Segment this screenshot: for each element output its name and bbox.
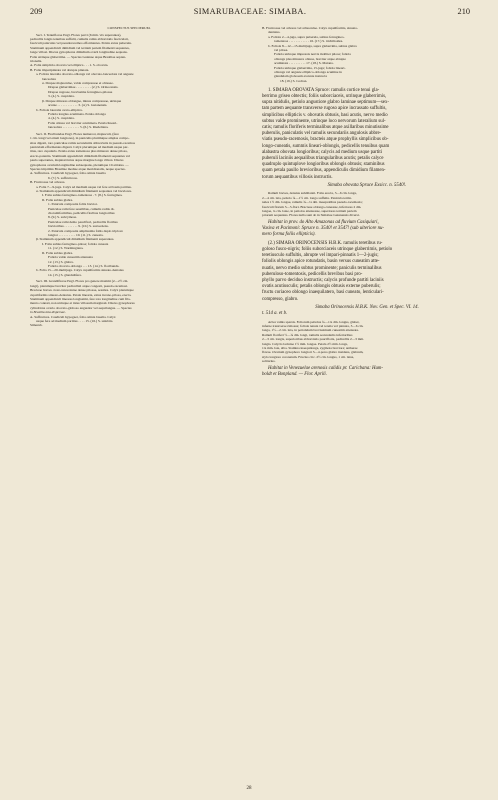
right-column-line: fructu coriaceo oblongo inaequilatero, basi cuneato, lenticulari-	[262, 290, 384, 296]
right-column-line: longis. Calycis laciniae 1½ mm. longae. Petala 2½ mm. longa,	[262, 341, 348, 346]
left-column-line: 8. (9.) S. subcymosa.	[48, 215, 77, 220]
right-column-line: fasciculi florum 3—5-flori. Bracteae oblongo-cuneatae, inferiores 2 dm.	[262, 204, 362, 209]
left-column-line: lanceolata . . . . . . . . . . 5. (6.) S. Riedeliana.	[48, 125, 109, 130]
right-column-line: 18. (19.) S. Cedron.	[280, 78, 308, 83]
right-column-line: dentatus.	[268, 30, 281, 35]
left-column-line: Sect. III. Grandiflorae Engl. Flores pro genere maximi (2—2½ cm.	[36, 279, 129, 284]
left-column-line: paulo superantes, inspinati intus atque margine longe villosi. Discus	[30, 158, 124, 163]
right-column-line: Arbor ramis sparsis. Foliorum petiolus ¾—1¼ dm. longus, glaber,	[268, 319, 360, 324]
left-column-line: Drupae glaberrimae . . . . . . . . . (2.) S. Orinocensis.	[48, 85, 119, 90]
right-column-line: 2—3 cm. longis, superioribus abbreviatis paucifloris, pedicellis 2—3 mm.	[262, 337, 364, 342]
left-column-line: sitas digesti, raro paniculae ramis secundariis abbreviatis in pseudo-racemos	[30, 140, 135, 145]
footer-page-number: 28	[246, 786, 252, 791]
right-column-line: berrimo griseo obtectis; foliis suborciaceis, utrinque glaberrimis,	[262, 93, 387, 99]
right-column-line: t. 514 a. et b.	[262, 311, 288, 317]
left-column-line: fasciculi paniculas vel pseudoracemos efformantes. Petala extus puberula.	[30, 41, 132, 46]
right-column-line: quam petala paullo brevioribus, appendiculis dimidium filamen-	[262, 168, 386, 174]
left-column-line: CONSPECTUS SPECIERUM.	[107, 26, 151, 30]
right-column-line: longa, 1½—2 cm. lata, in petiolulum brevissimum cuneatim attenuata.	[262, 328, 359, 333]
left-column-line: Paniculae rami fere sessilibus, cumulis radiis di-	[48, 206, 115, 211]
left-column-line: Foliola obovato-oblonga . . . 13. (14.) S. floribunda.	[48, 263, 120, 268]
right-column-line: Foliola utrinque impressis nervis molliter pilosa; foliola	[274, 52, 351, 57]
right-page-number: 210	[457, 7, 470, 16]
right-column-line: puberuloso-tomentosis, pedicellis brevibus basi pro-	[262, 271, 363, 277]
left-column-line: α. Staminum appendiculi dimidium filamenti sequantes vel breviores.	[36, 189, 132, 193]
left-column-line: brevioribus . . . . . . . . 9. (10.) S. suaveolens.	[48, 224, 109, 229]
left-column-line: paniculam efformantes digesti. Calyx plerumque ad medium usque par-	[30, 144, 129, 149]
left-column-line: 14. (15.) S. glandulifera.	[48, 272, 82, 277]
left-column-line: 4. (4.) S. cuspidata.	[48, 116, 75, 121]
right-column-line: flavae. Ovarium gynophoro longiori 3—4-pono glabro insidens, glabrum,	[262, 350, 364, 355]
right-column-line: glandulam globosam excunte instructa	[274, 74, 327, 79]
left-column-line: A. Folia simplicia obovata vel elliptica . . . 1. S. obovata.	[30, 63, 109, 68]
left-column-line: B. Folia imparipinnata vel abrupte pinnata.	[30, 67, 90, 72]
left-column-line: cupuliformis sinuato-dentatus. Petala linearia, extus incano-pilosa, erecta.	[30, 292, 132, 297]
left-column-line: Foliola valde cuneatim attenuata	[48, 255, 93, 260]
right-column-line: inferne transverse rimosus; foliola tenuia vel teretia vel pinnata, 3—6 cm.	[262, 324, 364, 329]
right-column-line: 1. SIMABA OBOVATA Spruce: ramulis cortice tenui gla-	[268, 87, 380, 93]
left-column-line: erecto-patentia. Staminum appendiculi dimidium filamenti sequantes vel	[30, 153, 130, 158]
right-column-line: (2.) SIMABA ORINOCENSIS H.B.K. ramulis teretibus ru-	[268, 240, 383, 246]
right-column-line: quadruplo quintuplove longioribus oblongis obtusis; staminibus	[262, 162, 385, 168]
right-column-line: compresso, glabro.	[262, 296, 299, 302]
left-column-line: b. Foliola lateralia ovato-elliptica.	[36, 107, 83, 112]
left-column-line: Paniculae rami demo pauciflori, pedicellis floribus	[48, 219, 118, 224]
right-column-line: torum aequantibus villosis instructis.	[262, 174, 333, 180]
left-column-line: β. Staminum appendiculi dimidium filamenti superantes.	[36, 237, 115, 242]
right-column-line: Ramuli floriferi ½—¾ dm. longi, ramulis secundariis inferioribus	[262, 332, 353, 337]
left-column-line: A. Suffrutices. Caudiculi hypogaei, folia omnia basalia	[30, 171, 106, 176]
right-column-line: longo-cuneatis, summis lineari-oblongis, pedicellis tenuibus quam	[262, 143, 390, 149]
right-column-line: stylo longiore coronatum. Fructus circ. 2½ cm. longus, 1 cm. latus,	[262, 354, 355, 359]
right-column-line: acuminata . . . . . . . . . . 17. (18.) S. Maiana.	[274, 61, 334, 66]
left-column-line: A. Suffrutices. Caudiculi hypogaei, folia omnia basalia. Calyx	[30, 314, 116, 319]
running-title: SIMARUBACEAE: SIMABA.	[193, 7, 307, 16]
left-column-line: Foliola longius acuminata. Petala oblonga	[48, 111, 106, 116]
left-column-line: trionalis.	[30, 59, 43, 64]
right-column-line: Ramuli breves, densius subdilatati. Folia erecta, 3—6 cm. longa,	[268, 191, 357, 196]
left-column-line: Folia utrinque glaberrima. — Species Guianae atque Brasiliae septen-	[30, 54, 127, 59]
left-page-number: 209	[30, 7, 43, 16]
right-column-line: 2—4 cm. lata, petiolo ¾—1½ cm. longo suffulta. Panicula termi-	[262, 195, 352, 200]
left-column-line: B. Fruticosae vel arbores.	[30, 180, 66, 185]
right-column-line: foliolis oblongis apice rotundatis, basin versus cuneatim atte-	[262, 259, 380, 265]
right-column-line: subtus valde prominente, utrinque loco nervorum lateralium sul-	[262, 118, 386, 124]
left-column-line: Simarub.	[30, 323, 43, 328]
running-header	[30, 7, 470, 19]
left-column-line: I. Folia subtus ferrugineo-pilosa; foliola cuneata	[42, 241, 109, 246]
left-column-line: chotomiformibus, pedicellis floribus longioribus	[48, 211, 115, 216]
right-column-line: b. Foliola 8—12—15-multijuga, supra glaberrima, subtus glabra	[268, 43, 357, 48]
right-column-line: oblonga plus minusve obtusa, breviter atque abrupte	[274, 56, 346, 61]
left-column-line: b. Folia 15—20-multijuga. Calyx cupuliformis sinuato-dentatus	[36, 268, 124, 273]
left-column-line: Staminum appendiculi lineares longissimi, fere tota longitudine cum fila-	[30, 296, 131, 301]
right-column-line: Habitat in Venezuelae arenosis calidis pr. Caricbana: Hum-	[268, 365, 383, 371]
left-column-line: 2. Panicula composita amplissima foliis duplo triplove	[48, 228, 123, 233]
right-column-line: Simaba Orinocensis H.B.K. Nov. Gen. et Spec. VI. 14.	[315, 305, 419, 311]
left-column-line: Sect. I. Tenuiflorae Engl. Flores parvi (6 mm. vix superantes),	[36, 32, 122, 37]
left-column-line: Bracteae breves ovato-lanceolatae dense pilosae, sessiles. Calyx plerumque	[30, 288, 134, 293]
right-column-line: mero forma foliis ellipticis).	[262, 232, 316, 238]
right-column-line: oblonga vel anguste elliptico-oblonga acumine in	[274, 70, 342, 75]
left-column-line: gynophorus ovarium longitudine subaequans, plerumque 10-striatus. —	[30, 162, 129, 167]
right-column-line: Habitat in prov. do Alto Amazonas ad fluvium Casiquiari,	[268, 220, 379, 226]
left-column-line: II. Folia subtus glabra.	[42, 250, 74, 255]
left-column-line: titus, raro cupularis. Petala extus tomentosa plus minusve dense pilosa,	[30, 149, 128, 154]
left-column-line: acutae . . . . . . . . . . . . 3. (4.) S. Guianensis.	[48, 103, 108, 108]
left-column-line: longior . . . . . . . . . . 10. (11.) S. cuneata.	[48, 233, 104, 238]
right-column-line: vel pilosa.	[274, 48, 289, 53]
right-column-line: puberulis, paniculatis vel ramulis secundariis angulosis abbre-	[262, 131, 382, 137]
right-column-line: priorum aequantes. Flores nulla sunt ab in Simabae Guianensis diversi.	[262, 213, 360, 218]
left-column-line: Drupae rugosae, brevissime ferrugineo-pilosae	[48, 89, 113, 94]
left-column-line: a. Foliola lateralia obovato-oblonga vel obovato-lanceolata vel anguste	[36, 72, 134, 77]
right-column-line: Vasiva et Pacimoni: Spruce n. 3540! et 3547! (sub ulteriore nu-	[262, 226, 384, 232]
right-column-line: ovatis acutiusculis; petalis oblongis obtusis externe puberulis;	[262, 284, 381, 290]
right-column-line: longae, ¼ cm. latae, in petiolos attenuatae, superiores tertiam partem	[262, 209, 357, 214]
right-column-line: goloso fusco-nigris; foliis suborciaceis utrinque glaberrimis, petiolo	[262, 247, 393, 253]
left-column-line: 6. (7.) S. suffruticosa.	[48, 175, 78, 180]
left-column-line: II. Folia subtus glabra.	[42, 197, 74, 202]
right-column-line: simplicibus ellipticis v. obovatis obtusis, basi acutis, nervo medio	[262, 112, 388, 118]
right-column-line: Simaba obovata Spruce Exsicc. n. 5540!.	[327, 183, 407, 189]
left-column-line: longe villosi. Discus gynophorus dimidium ovarii longitudine aequans.	[30, 50, 128, 55]
right-column-line: nales 1½ dm. longae, ramulis ¾—⅛ dm. inaequalibus pseudo-racemosis;	[262, 200, 363, 205]
right-column-line: tomentosa . . . . . . . . . . . . 16. (17.) S. trichilioides.	[274, 39, 344, 44]
left-column-line: lanceolata	[42, 76, 56, 81]
left-column-line: usque fere ad medium partitus . . . . 15. (16.) S. salubris.	[36, 318, 114, 323]
left-column-line: 12. (13.) S. glabra.	[48, 259, 74, 264]
right-column-line: solitarius.	[262, 359, 276, 364]
left-column-line: cylindricus ovario obovato-globoso angustior vel aequilongus. — Species	[30, 305, 132, 310]
right-column-line: viatis pseudo-racemosis, bracteis atque prophyllis simplicibus ob-	[262, 137, 389, 143]
left-column-line: 1. Panicula composita foliis brevior.	[48, 202, 98, 207]
right-column-line: puberuli laciniis aequalibus triangularibus acutis; petalis calyce	[262, 156, 384, 162]
left-column	[30, 26, 228, 328]
right-column-line: catis; ramulis floriferis terminalibus atque axillaribus minutissime	[262, 125, 389, 130]
left-column-line: longi), plerumque breviter pedicellati atque congesti, pseudo-racemosi.	[30, 283, 128, 288]
right-column-line: tam partem aequante transverse rugoso apice incrassato suffultis,	[262, 106, 387, 112]
left-column-line: mento connati, non utrinque et intus villosum marginati. Discus gynophorus	[30, 301, 135, 306]
left-column-line: α. Drupae majusculae, valde compressae et obtusae.	[42, 81, 114, 86]
left-column-line: Species imprimis Brasiliae mediae atque meridionalis, neque species.	[30, 166, 126, 171]
left-column-line: Staminum appendiculi dimidium vel tertiam partem filamenti sequantes,	[30, 45, 130, 50]
right-column-line: B. Fruticosae vel arbores vel arbusculae. Calyx cupuliformis, sinuato-	[262, 26, 359, 30]
left-column-line: a. Folia 7—9-juga. Calyx ad medium usque vel fere ad basin partitus.	[36, 184, 132, 189]
right-column-line: alabastra obovata longioribus; calycis ad medium usque partiti	[262, 149, 383, 155]
left-column-line: in Brasilia tota dispersae.	[30, 310, 66, 315]
right-column-line: teretiusculo suffultis, abrupte vel impari-pinnatis 1—2-jugis;	[262, 253, 379, 259]
right-column	[262, 26, 472, 378]
right-column-line: 1¼ mm. lata, alba. Stamina inaequilonga, zygmoia breviora; antherae	[262, 346, 358, 351]
right-column-line: Foliola utrinque glaberrima, 15-juga; foliola lineari-	[274, 65, 346, 70]
right-column-line: boldt et Bonpland. — Flor. Aprili.	[262, 372, 327, 378]
right-column-line: phyllo parvo deciduo instructis; calycis profunde partiti laciniis	[262, 278, 384, 284]
left-column-line: I. Folia subtus ferrugineo-tomentosa . 7. (8.) S. ferruginea.	[42, 193, 123, 198]
left-column-line: 3. (4.) S. cuspidata.	[48, 94, 75, 99]
left-column-line: Sect. II. Floribundae Engl. Flores numerosi, majusculi, (fere	[36, 131, 119, 136]
left-column-line: pedicellis longis tenuibus suffulti, cumulis ramis abbreviatis fasciculati,	[30, 37, 129, 41]
left-column-line: 1 cm. longi vel etiam longiores), in paniculis plurimique amplas compo-	[30, 136, 130, 141]
right-column-line: a. Foliola 2—4-juga, supra puberula, subtus ferrugineo-	[268, 34, 345, 39]
left-column-line: 11. (12.) S. Warmingiana.	[48, 246, 84, 251]
left-column-line: Folia obtusa vel breviter acuminata. Petala lineari-	[48, 120, 118, 125]
right-column-line: nuatis, nervo medio subtus prominente; paniculis terminalibus	[262, 265, 382, 271]
right-column-line: supra nitidulis, petiolo angustiore glabro laminae septimum—sex-	[262, 100, 389, 106]
left-column-line: β. Drupae minores oblongae, minus compressae, utrinque	[42, 98, 122, 103]
